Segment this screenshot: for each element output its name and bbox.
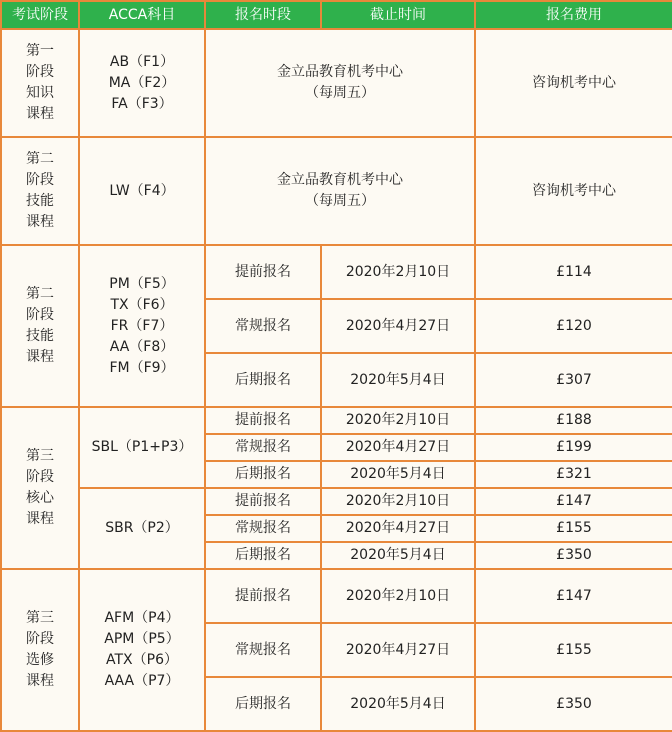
period-cell: 常规报名: [205, 515, 321, 542]
table-row: [1, 569, 672, 623]
period-cell: 后期报名: [205, 461, 321, 488]
deadline-cell: 2020年2月10日: [321, 245, 475, 299]
period-cell: 提前报名: [205, 245, 321, 299]
table-row: [1, 245, 672, 299]
stage-cell: 第三 阶段 核心 课程: [1, 407, 79, 569]
table-row: [1, 488, 672, 515]
table-row: [1, 137, 672, 245]
deadline-cell: 2020年4月27日: [321, 515, 475, 542]
period-cell: 提前报名: [205, 407, 321, 434]
period-cell: 提前报名: [205, 569, 321, 623]
period-cell: 后期报名: [205, 353, 321, 407]
table-row: [1, 407, 672, 434]
exam-center-cell: 金立品教育机考中心 （每周五）: [205, 29, 475, 137]
subject-cell: AB（F1） MA（F2） FA（F3）: [79, 29, 205, 137]
fee-cell: 咨询机考中心: [475, 29, 672, 137]
stage-cell: 第三 阶段 选修 课程: [1, 569, 79, 731]
fee-cell: £155: [475, 623, 672, 677]
period-cell: 常规报名: [205, 623, 321, 677]
fee-cell: £147: [475, 569, 672, 623]
header-period: 报名时段: [205, 1, 321, 29]
deadline-cell: 2020年4月27日: [321, 434, 475, 461]
fee-cell: £307: [475, 353, 672, 407]
subject-cell: SBR（P2）: [79, 488, 205, 569]
fee-cell: £114: [475, 245, 672, 299]
deadline-cell: 2020年5月4日: [321, 461, 475, 488]
period-cell: 常规报名: [205, 299, 321, 353]
header-row: [1, 1, 672, 29]
header-subject: ACCA科目: [79, 1, 205, 29]
period-cell: 提前报名: [205, 488, 321, 515]
fee-cell: £199: [475, 434, 672, 461]
deadline-cell: 2020年4月27日: [321, 299, 475, 353]
fee-cell: 咨询机考中心: [475, 137, 672, 245]
header-stage: 考试阶段: [1, 1, 79, 29]
subject-cell: PM（F5） TX（F6） FR（F7） AA（F8） FM（F9）: [79, 245, 205, 407]
subject-cell: AFM（P4） APM（P5） ATX（P6） AAA（P7）: [79, 569, 205, 731]
deadline-cell: 2020年5月4日: [321, 353, 475, 407]
deadline-cell: 2020年5月4日: [321, 677, 475, 731]
deadline-cell: 2020年2月10日: [321, 407, 475, 434]
deadline-cell: 2020年5月4日: [321, 542, 475, 569]
deadline-cell: 2020年2月10日: [321, 569, 475, 623]
stage-cell: 第二 阶段 技能 课程: [1, 137, 79, 245]
period-cell: 常规报名: [205, 434, 321, 461]
period-cell: 后期报名: [205, 542, 321, 569]
fee-cell: £188: [475, 407, 672, 434]
stage-cell: 第一 阶段 知识 课程: [1, 29, 79, 137]
stage-cell: 第二 阶段 技能 课程: [1, 245, 79, 407]
fee-cell: £321: [475, 461, 672, 488]
exam-center-cell: 金立品教育机考中心 （每周五）: [205, 137, 475, 245]
subject-cell: LW（F4）: [79, 137, 205, 245]
deadline-cell: 2020年2月10日: [321, 488, 475, 515]
subject-cell: SBL（P1+P3）: [79, 407, 205, 488]
fee-cell: £350: [475, 677, 672, 731]
fee-cell: £120: [475, 299, 672, 353]
deadline-cell: 2020年4月27日: [321, 623, 475, 677]
header-deadline: 截止时间: [321, 1, 475, 29]
fee-cell: £350: [475, 542, 672, 569]
header-fee: 报名费用: [475, 1, 672, 29]
fee-cell: £147: [475, 488, 672, 515]
period-cell: 后期报名: [205, 677, 321, 731]
fee-cell: £155: [475, 515, 672, 542]
table-row: [1, 29, 672, 137]
